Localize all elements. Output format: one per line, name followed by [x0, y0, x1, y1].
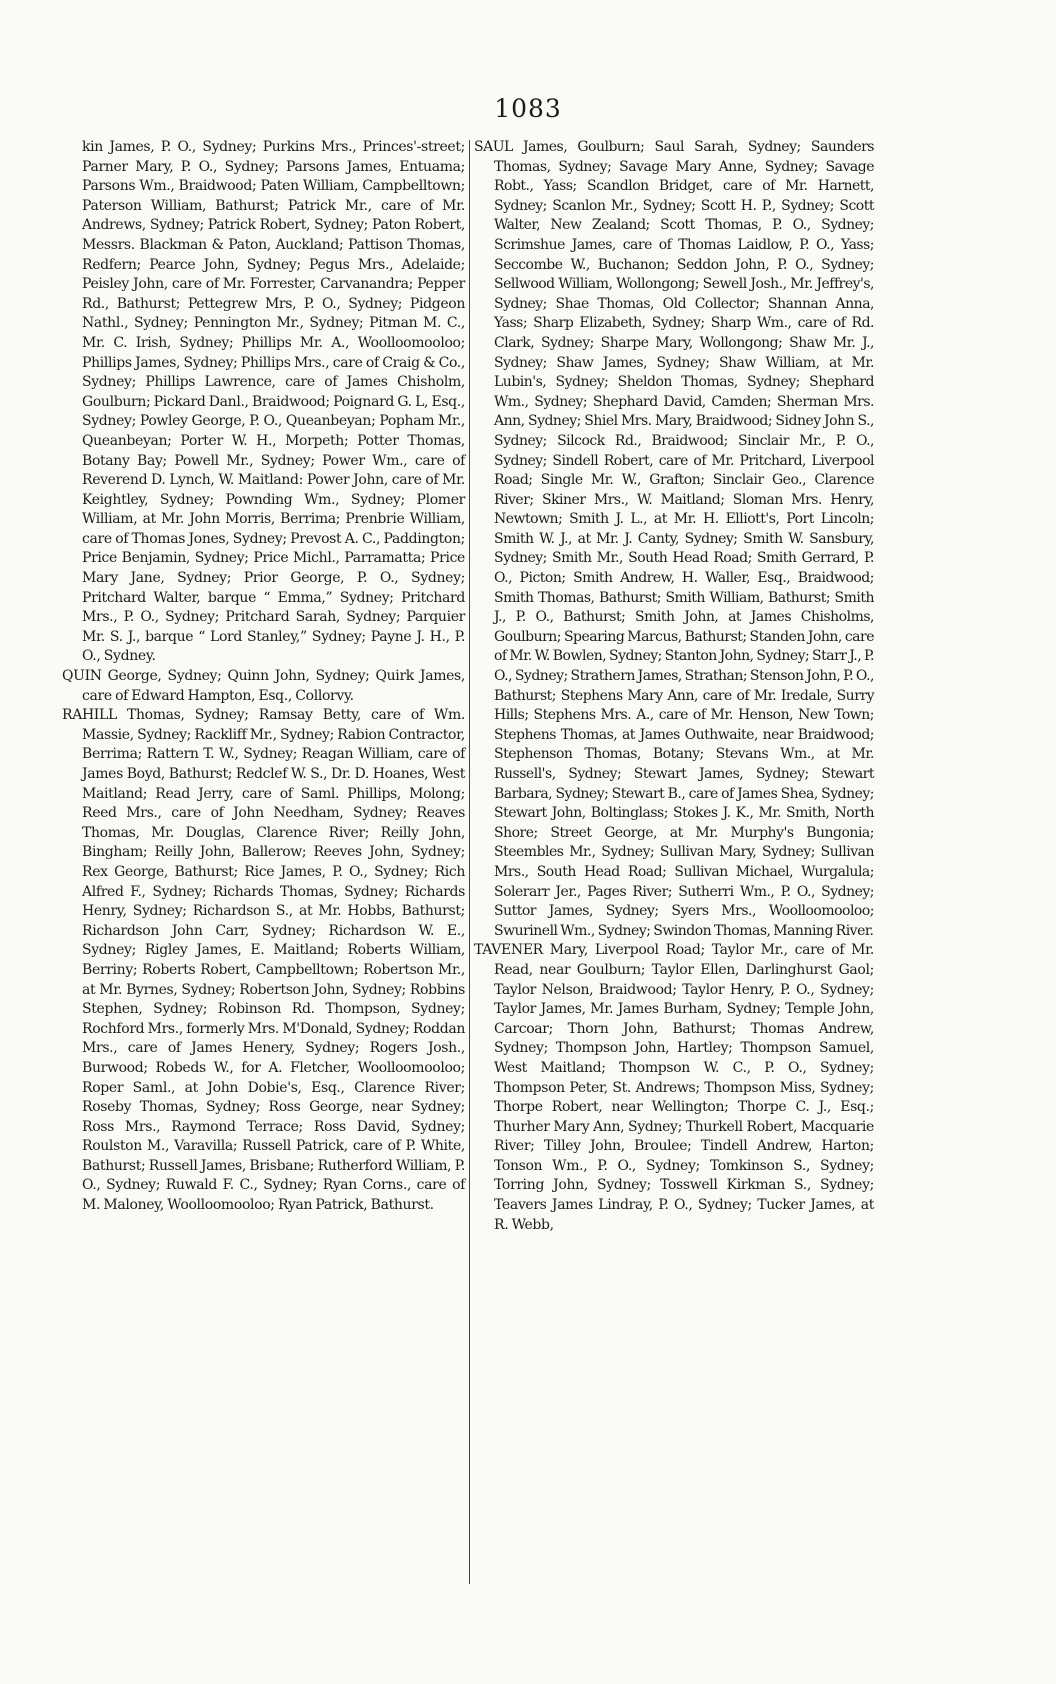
- letter-r-entries: RAHILL Thomas, Sydney; Ramsay Betty, care of Wm. Massie, Sydney; Rackliff Mr., Sydney; Rabion Contractor, Berrima; Rattern T. W., Sydney; Reagan William, care of James Boyd, Bathurst; Redclef W. S., Dr. D. Hoanes, West Maitland; Read Jerry, care of Saml. Phillips, Molong; Reed Mrs., care of John Needham, Sydney; Reaves Thomas, Mr. Douglas, Clarence River; Reilly John, Bingham; Reilly John, Ballerow; Reeves John, Sydney; Rex George, Bathurst; Rice James, P. O., Sydney; Rich Alfred F., Sydney; Richards Thomas, Sydney; Richards Henry, Sydney; Richardson S., at Mr. Hobbs, Bathurst; Richardson John Carr, Sydney; Richardson W. E., Sydney; Rigley James, E. Maitland; Roberts William, Berriny; Roberts Robert, Campbelltown; Robertson Mr., at Mr. Byrnes, Sydney; Robertson John, Sydney; Robbins Stephen, Sydney; Robinson Rd. Thompson, Sydney; Rochford Mrs., formerly Mrs. M'Donald, Sydney; Roddan Mrs., care of James Henery, Sydney; Rogers Josh., Burwood; Robeds W., for A. Fletcher, Woolloomooloo; Roper Saml., at John Dobie's, Esq., Clarence River; Roseby Thomas, Sydney; Ross George, near Sydney; Ross Mrs., Raymond Terrace; Ross David, Sydney; Roulston M., Varavilla; Russell Patrick, care of P. White, Bathurst; Russell James, Brisbane; Rutherford William, P. O., Sydney; Ruwald F. C., Sydney; Ryan Corns., care of M. Maloney, Woolloomooloo; Ryan Patrick, Bathurst.: [62, 707, 466, 1214]
- letter-t-entries: TAVENER Mary, Liverpool Road; Taylor Mr., care of Mr. Read, near Goulburn; Taylor Ellen, Darlinghurst Gaol; Taylor Nelson, Braidwood; Taylor Henry, P. O., Sydney; Taylor James, Mr. James Burham, Sydney; Temple John, Carcoar; Thorn John, Bathurst; Thomas Andrew, Sydney; Thompson John, Hartley; Thompson Samuel, West Maitland; Thompson W. C., P. O., Sydney; Thompson Peter, St. Andrews; Thompson Miss, Sydney; Thorpe Robert, near Wellington; Thorpe C. J., Esq.; Thurher Mary Ann, Sydney; Thurkell Robert, Macquarie River; Tilley John, Broulee; Tindell Andrew, Harton; Tonson Wm., P. O., Sydney; Tomkinson S., Sydney; Torring John, Sydney; Tosswell Kirkman S., Sydney; Teavers James Lindray, P. O., Sydney; Tucker James, at R. Webb,: [474, 942, 874, 1233]
- letter-q-entries: QUIN George, Sydney; Quinn John, Sydney; Quirk James, care of Edward Hampton, Esq., Collorvy.: [62, 668, 465, 704]
- column-divider: [469, 140, 470, 1584]
- letter-s-entries: SAUL James, Goulburn; Saul Sarah, Sydney; Saunders Thomas, Sydney; Savage Mary Anne, Sydney; Savage Robt., Yass; Scandlon Bridget, care of Mr. Harnett, Sydney; Scanlon Mr., Sydney; Scott H. P., Sydney; Scott Walter, New Zealand; Scott Thomas, P. O., Sydney; Scrimshue James, care of Thomas Laidlow, P. O., Yass; Seccombe W., Buchanon; Seddon John, P. O., Sydney; Sellwood William, Wollongong; Sewell Josh., Mr. Jeffrey's, Sydney; Shae Thomas, Old Collector; Shannan Anna, Yass; Sharp Elizabeth, Sydney; Sharp Wm., care of Rd. Clark, Sydney; Sharpe Mary, Wollongong; Shaw Mr. J., Sydney; Shaw James, Sydney; Shaw William, at Mr. Lubin's, Sydney; Sheldon Thomas, Sydney; Shephard Wm., Sydney; Shephard David, Camden; Sherman Mrs. Ann, Sydney; Shiel Mrs. Mary, Braidwood; Sidney John S., Sydney; Silcock Rd., Braidwood; Sinclair Mr., P. O., Sydney; Sindell Robert, care of Mr. Pritchard, Liverpool Road; Single Mr. W., Grafton; Sinclair Geo., Clarence River; Skiner Mrs., W. Maitland; Sloman Mrs. Henry, Newtown; Smith J. L., at Mr. H. Elliott's, Port Lincoln; Smith W. J., at Mr. J. Canty, Sydney; Smith W. Sansbury, Sydney; Smith Mr., South Head Road; Smith Gerrard, P. O., Picton; Smith Andrew, H. Waller, Esq., Braidwood; Smith Thomas, Bathurst; Smith William, Bathurst; Smith J., P. O., Bathurst; Smith John, at James Chisholms, Goulburn; Spearing Marcus, Bathurst; Standen John, care of Mr. W. Bowlen, Sydney; Stanton John, Sydney; Starr J., P. O., Sydney; Strathern James, Strathan; Stenson John, P. O., Bathurst; Stephens Mary Ann, care of Mr. Iredale, Surry Hills; Stephens Mrs. A., care of Mr. Henson, New Town; Stephens Thomas, at James Outhwaite, near Braidwood; Stephenson Thomas, Botany; Stevans Wm., at Mr. Russell's, Sydney; Stewart James, Sydney; Stewart Barbara, Sydney; Stewart B., care of James Shea, Sydney; Stewart John, Boltinglass; Stokes J. K., Mr. Smith, North Shore; Street George, at Mr. Murphy's Bungonia; Steembles Mr., Sydney; Sullivan Mary, Sydney; Sullivan Mrs., South Head Road; Sullivan Michael, Wurgalula; Solerarr Jer., Pages River; Sutherri Wm., P. O., Sydney; Suttor James, Sydney; Syers Mrs., Woolloomooloo; Swurinell Wm., Sydney; Swindon Thomas, Manning River.: [474, 139, 874, 939]
- page-number: 1083: [494, 94, 562, 123]
- left-column: [62, 138, 465, 1216]
- letter-p-continuation: kin James, P. O., Sydney; Purkins Mrs., Princes'-street; Parner Mary, P. O., Sydney; Parsons James, Entuama; Parsons Wm., Braidwood; Paten William, Campbelltown; Paterson William, Bathurst; Patrick Mr., care of Mr. Andrews, Sydney; Patrick Robert, Sydney; Paton Robert, Messrs. Blackman & Paton, Auckland; Pattison Thomas, Redfern; Pearce John, Sydney; Pegus Mrs., Adelaide; Peisley John, care of Mr. Forrester, Carvanandra; Pepper Rd., Bathurst; Pettegrew Mrs, P. O., Sydney; Pidgeon Nathl., Sydney; Pennington Mr., Sydney; Pitman M. C., Mr. C. Irish, Sydney; Phillips Mr. A., Woolloomooloo; Phillips James, Sydney; Phillips Mrs., care of Craig & Co., Sydney; Phillips Lawrence, care of James Chisholm, Goulburn; Pickard Danl., Braidwood; Poignard G. L, Esq., Sydney; Powley George, P. O., Queanbeyan; Popham Mr., Queanbeyan; Porter W. H., Morpeth; Potter Thomas, Botany Bay; Powell Mr., Sydney; Power Wm., care of Reverend D. Lynch, W. Maitland: Power John, care of Mr. Keightley, Sydney; Pownding Wm., Sydney; Plomer William, at Mr. John Morris, Berrima; Prenbrie William, care of Thomas Jones, Sydney; Prevost A. C., Paddington; Price Benjamin, Sydney; Price Michl., Parramatta; Price Mary Jane, Sydney; Prior George, P. O., Sydney; Pritchard Walter, barque “ Emma,” Sydney; Pritchard Mrs., P. O., Sydney; Pritchard Sarah, Sydney; Parquier Mr. S. J., barque “ Lord Stanley,” Sydney; Payne J. H., P. O., Sydney.: [82, 139, 465, 665]
- right-column: [474, 138, 874, 1235]
